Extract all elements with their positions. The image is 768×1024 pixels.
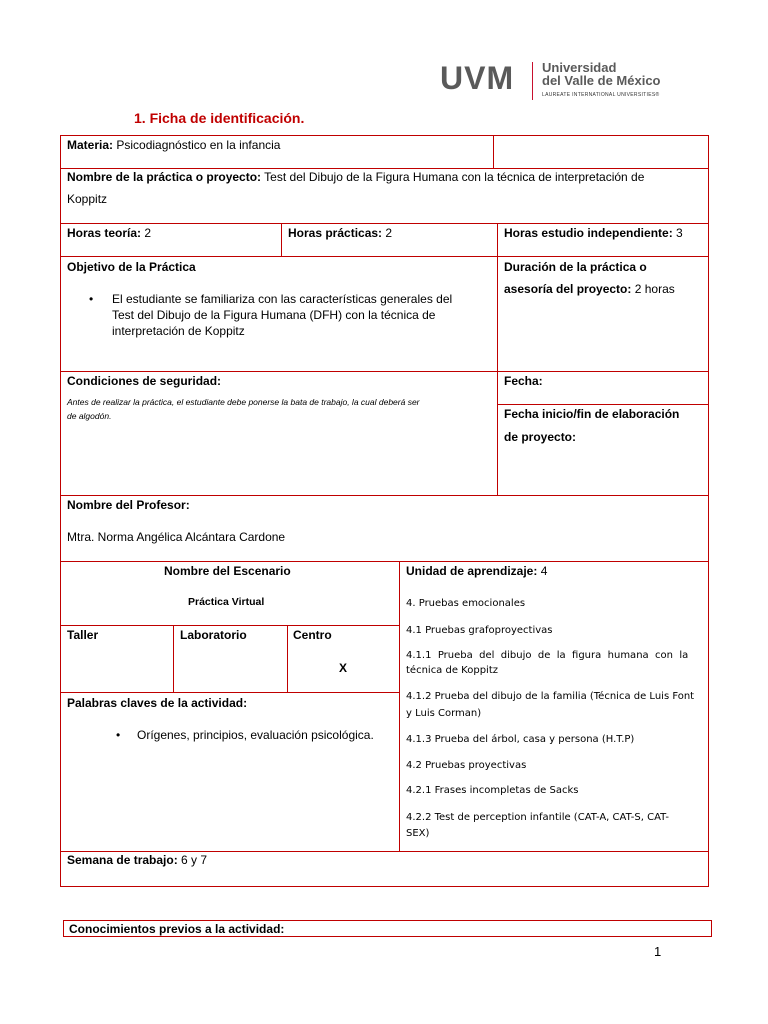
semana-value: 6 y 7 <box>177 853 208 867</box>
condiciones-label: Condiciones de seguridad: <box>67 374 222 388</box>
col-divider <box>287 625 288 693</box>
laboratorio-label: Laboratorio <box>180 628 247 642</box>
horas-practicas-value: 2 <box>382 226 393 240</box>
col-divider <box>493 135 494 169</box>
escenario-label: Nombre del Escenario <box>164 564 291 578</box>
university-logo <box>440 58 680 106</box>
row-divider <box>60 371 709 372</box>
fecha-inicio-label-2: de proyecto: <box>504 430 577 444</box>
row-divider <box>60 851 709 852</box>
unidad-item: 4.2.2 Test de perception infantile (CAT-A, CAT-S, CAT- <box>406 812 669 823</box>
practica-value: Test del Dibujo de la Figura Humana con la técnica de interpretación de <box>261 170 645 184</box>
horas-estudio-label: Horas estudio independiente: <box>504 226 673 240</box>
fecha-label: Fecha: <box>504 374 543 388</box>
unidad-row <box>406 564 547 578</box>
objetivo-label: Objetivo de la Práctica <box>67 260 196 274</box>
row-divider <box>60 625 399 626</box>
horas-teoria-value: 2 <box>141 226 152 240</box>
objetivo-bullet: • <box>89 292 94 306</box>
unidad-item: 4.2.1 Frases incompletas de Sacks <box>406 785 579 796</box>
unidad-item: 4.1 Pruebas grafoproyectivas <box>406 625 553 636</box>
escenario-value: Práctica Virtual <box>188 596 265 608</box>
section-title: 1. Ficha de identificación. <box>134 110 305 126</box>
practica-label: Nombre de la práctica o proyecto: <box>67 170 262 184</box>
palabras-value: Orígenes, principios, evaluación psicológica. <box>137 728 374 742</box>
horas-teoria <box>67 226 151 240</box>
col-divider <box>497 223 498 496</box>
palabras-bullet: • <box>116 728 121 742</box>
row-divider <box>497 404 709 405</box>
duracion-value: 2 horas <box>631 282 675 296</box>
col-divider <box>399 561 400 852</box>
unidad-item: 4.1.1 Prueba del dibujo de la figura humana con la <box>406 650 689 661</box>
centro-label: Centro <box>293 628 332 642</box>
objetivo-text-1: El estudiante se familiariza con las características generales del <box>112 292 453 306</box>
logo-separator <box>532 62 533 100</box>
duracion-row <box>504 282 675 296</box>
horas-estudio-value: 3 <box>672 226 683 240</box>
materia-label: Materia: <box>67 138 114 152</box>
horas-estudio <box>504 226 683 240</box>
unidad-item: técnica de Koppitz <box>406 665 498 676</box>
row-divider <box>60 168 709 169</box>
logo-mark: UVM <box>440 60 515 96</box>
duracion-label-1: Duración de la práctica o <box>504 260 647 274</box>
col-divider <box>281 223 282 257</box>
row-divider <box>60 692 399 693</box>
semana-row <box>67 853 207 867</box>
condiciones-text-2: de algodón. <box>67 411 112 421</box>
profesor-value: Mtra. Norma Angélica Alcántara Cardone <box>67 530 286 544</box>
horas-practicas-label: Horas prácticas: <box>288 226 383 240</box>
logo-sub: LAUREATE INTERNATIONAL UNIVERSITIES® <box>542 92 660 98</box>
unidad-value: 4 <box>537 564 548 578</box>
logo-line2: del Valle de México <box>542 73 661 88</box>
row-divider <box>60 223 709 224</box>
horas-teoria-label: Horas teoría: <box>67 226 142 240</box>
horas-practicas <box>288 226 392 240</box>
practica-row <box>67 170 644 184</box>
unidad-item: SEX) <box>406 828 430 839</box>
semana-label: Semana de trabajo: <box>67 853 178 867</box>
unidad-item: 4.1.3 Prueba del árbol, casa y persona (H.T.P) <box>406 734 635 745</box>
page-number: 1 <box>654 944 662 959</box>
palabras-label: Palabras claves de la actividad: <box>67 696 248 710</box>
taller-label: Taller <box>67 628 99 642</box>
materia-row <box>67 138 280 152</box>
row-divider <box>60 256 709 257</box>
materia-value: Psicodiagnóstico en la infancia <box>113 138 281 152</box>
unidad-item: 4.2 Pruebas proyectivas <box>406 760 527 771</box>
fecha-inicio-label-1: Fecha inicio/fin de elaboración <box>504 407 680 421</box>
row-divider <box>60 561 709 562</box>
unidad-item: 4. Pruebas emocionales <box>406 598 526 609</box>
row-divider <box>60 495 709 496</box>
col-divider <box>173 625 174 693</box>
practica-value-cont: Koppitz <box>67 192 108 206</box>
profesor-label: Nombre del Profesor: <box>67 498 190 512</box>
unidad-label: Unidad de aprendizaje: <box>406 564 538 578</box>
logo-line1: Universidad <box>542 60 617 75</box>
conocimientos-label: Conocimientos previos a la actividad: <box>69 922 285 936</box>
objetivo-text-2: Test del Dibujo de la Figura Humana (DFH) con la técnica de <box>112 308 436 322</box>
unidad-item: y Luis Corman) <box>406 708 482 719</box>
duracion-label-2: asesoría del proyecto: <box>504 282 632 296</box>
centro-mark: X <box>339 661 348 675</box>
objetivo-text-3: interpretación de Koppitz <box>112 324 245 338</box>
unidad-item: 4.1.2 Prueba del dibujo de la familia (Técnica de Luis Font <box>406 691 695 702</box>
condiciones-text-1: Antes de realizar la práctica, el estudiante debe ponerse la bata de trabajo, la cual deberá ser <box>67 397 420 407</box>
